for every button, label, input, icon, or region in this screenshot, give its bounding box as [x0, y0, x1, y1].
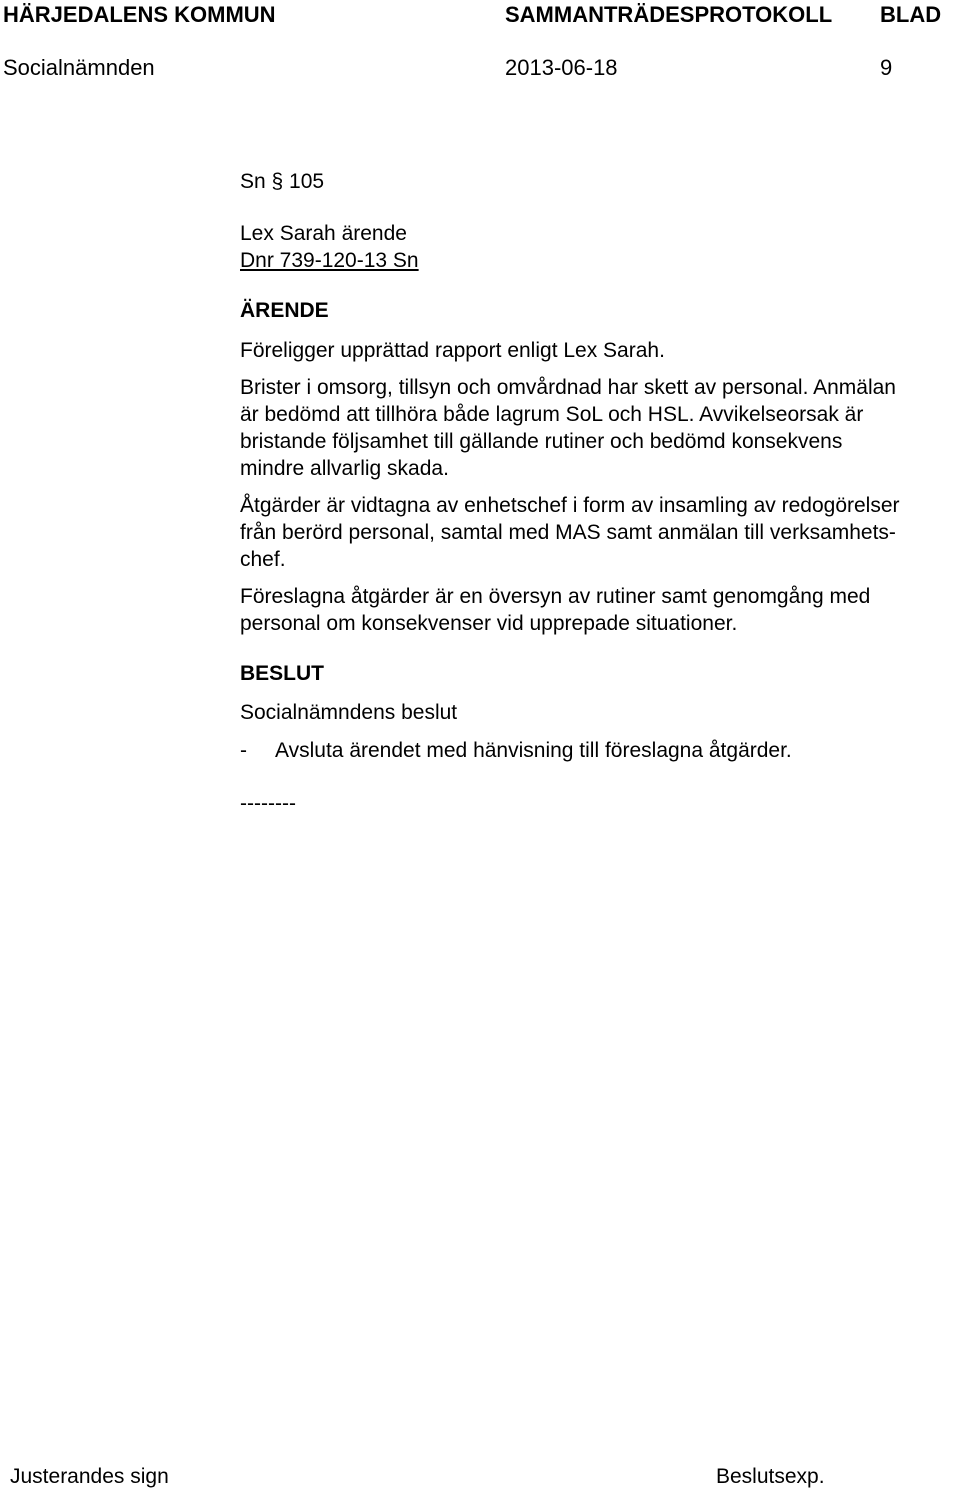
- arende-heading: ÄRENDE: [240, 299, 329, 322]
- page-number: 9: [880, 55, 893, 80]
- end-separator: --------: [240, 792, 296, 815]
- case-dnr: Dnr 739-120-13 Sn: [240, 249, 419, 272]
- document-type: SAMMANTRÄDESPROTOKOLL: [505, 2, 833, 27]
- decision-item: Avsluta ärendet med hänvisning till föreslagna åtgärder.: [275, 739, 792, 762]
- meeting-date: 2013-06-18: [505, 55, 618, 80]
- decision-item-dash: -: [240, 739, 247, 762]
- paragraph-number: Sn § 105: [240, 170, 325, 193]
- arende-paragraph-3-line: Åtgärder är vidtagna av enhetschef i form av insamling av redogörelser: [240, 494, 900, 517]
- arende-paragraph-3-line: chef.: [240, 548, 286, 571]
- beslut-subheading: Socialnämndens beslut: [240, 701, 458, 724]
- page-label: BLAD: [880, 2, 942, 27]
- arende-paragraph-2-line: Brister i omsorg, tillsyn och omvårdnad har skett av personal. Anmälan: [240, 376, 896, 399]
- footer-justerandes-sign: Justerandes sign: [10, 1465, 169, 1488]
- arende-paragraph-2-line: är bedömd att tillhöra både lagrum SoL och HSL. Avvikelseorsak är: [240, 403, 864, 426]
- footer-beslutsexp: Beslutsexp.: [716, 1465, 825, 1488]
- beslut-heading: BESLUT: [240, 662, 324, 685]
- arende-paragraph-4-line: Föreslagna åtgärder är en översyn av rutiner samt genomgång med: [240, 585, 871, 608]
- committee-name: Socialnämnden: [3, 55, 155, 80]
- case-title: Lex Sarah ärende: [240, 222, 407, 245]
- arende-paragraph-3-line: från berörd personal, samtal med MAS samt anmälan till verksamhets-: [240, 521, 896, 544]
- municipality-name: HÄRJEDALENS KOMMUN: [3, 2, 276, 27]
- arende-paragraph-1: Föreligger upprättad rapport enligt Lex Sarah.: [240, 339, 665, 362]
- arende-paragraph-4-line: personal om konsekvenser vid upprepade situationer.: [240, 612, 738, 635]
- arende-paragraph-2-line: mindre allvarlig skada.: [240, 457, 449, 480]
- arende-paragraph-2-line: bristande följsamhet till gällande rutiner och bedömd konsekvens: [240, 430, 843, 453]
